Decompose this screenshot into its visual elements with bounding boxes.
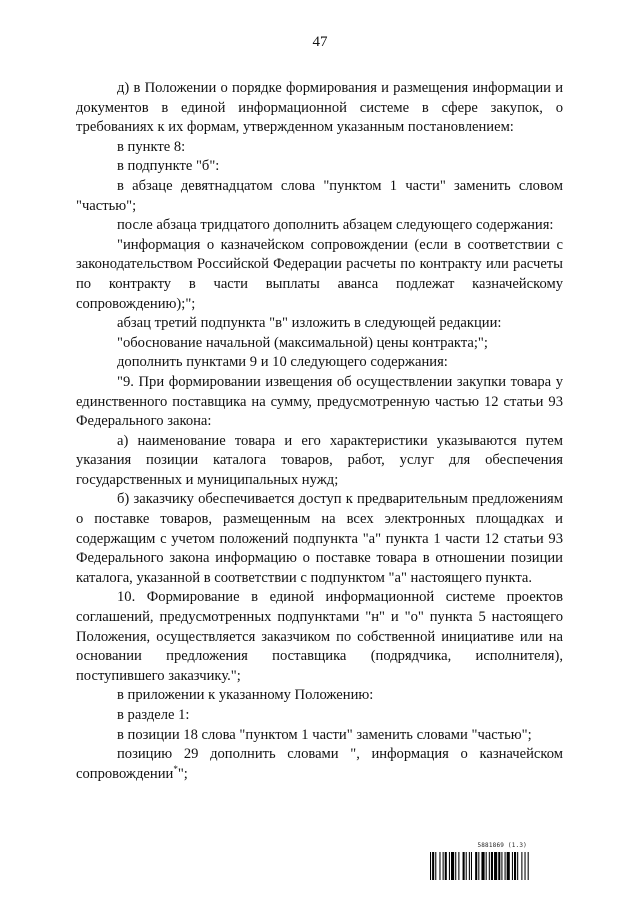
barcode-bar (471, 852, 472, 880)
page-number: 47 (312, 34, 328, 50)
document-body (76, 79, 563, 784)
barcode-bar (478, 852, 479, 880)
paragraph: а) наименование товара и его характеристики указываются путем указания позиции каталога товаров, работ, услуг для обеспечения государственных и муниципальных нужд; (76, 432, 563, 488)
barcode-bar (449, 852, 450, 880)
barcode-bar (528, 852, 529, 880)
paragraph: б) заказчику обеспечивается доступ к предварительным предложениям о поставке товаров, размещенным на всех электронных площадках и содержащим с учетом положений подпункта "а" пункта 1 части 12 статьи 93 Федерального закона информацию о поставке товара в отношении позиции каталога, указанной в соответствии с подпунктом "а" настоящего пункта. (76, 491, 563, 586)
barcode-bar (525, 852, 526, 880)
paragraph: в подпункте "б": (117, 158, 220, 175)
barcode-bar (507, 852, 510, 880)
paragraph: д) в Положении о порядке формирования и размещения информации и документов в единой информационной системе в сфере закупок, о требованиях к их формам, утвержденном указанным постановлением: (76, 80, 563, 136)
barcode-bar (486, 852, 487, 880)
paragraph: дополнить пунктами 9 и 10 следующего содержания: (117, 354, 448, 371)
paragraph: в приложении к указанному Положению: (117, 687, 374, 704)
barcode-bar (430, 852, 431, 880)
barcode-bar (512, 852, 513, 880)
barcode-bar (432, 852, 434, 880)
barcode-bar (521, 852, 522, 880)
paragraph: после абзаца тридцатого дополнить абзацем следующего содержания: (117, 217, 554, 234)
barcode-bar (475, 852, 477, 880)
barcode-bar (445, 852, 447, 880)
barcode-bar (435, 852, 436, 880)
barcode-label: 5881869 (1.3) (477, 842, 527, 849)
paragraph: "9. При формировании извещения об осуществлении закупки товара у единственного поставщика на сумму, предусмотренную частью 12 статьи 93 Федерального закона: (76, 373, 563, 430)
paragraph: в разделе 1: (117, 707, 190, 723)
barcode-bar (514, 852, 516, 880)
barcode-bar (517, 852, 518, 880)
paragraph-last-text: позицию 29 дополнить словами ", информация о казначейском сопровождении (76, 746, 563, 782)
paragraph: "информация о казначейском сопровождении (если в соответствии с законодательством Российской Федерации расчеты по контракту или расчеты по контракту в части выплаты аванса подлежат казначейскому сопровождению);"; (76, 236, 563, 312)
paragraph: в пункте 8: (117, 138, 186, 155)
paragraph-last (76, 745, 563, 784)
paragraph: 10. Формирование в единой информационной системе проектов соглашений, предусмотренных подпунктами "н" и "о" пункта 5 настоящего Положения, осуществляется заказчиком по собственной инициативе или на основании предложения поставщика (подрядчика, исполнителя), поступившего заказчику."; (76, 589, 563, 684)
barcode-bar (505, 852, 506, 880)
barcode-bar (463, 852, 465, 880)
barcode-bar (501, 852, 502, 880)
barcode-bar (451, 852, 454, 880)
paragraph: в абзаце девятнадцатом слова "пунктом 1 части" заменить словом "частью"; (76, 177, 563, 214)
paragraph: в позиции 18 слова "пунктом 1 части" заменить словами "частью"; (117, 726, 532, 743)
paragraph: "обоснование начальной (максимальной) цены контракта;"; (117, 334, 488, 351)
barcode-bar (466, 852, 467, 880)
barcode-bar (494, 852, 497, 880)
paragraph-last-tail: "; (177, 765, 188, 782)
footnote-marker: * (173, 763, 178, 774)
barcode-bar (498, 852, 500, 880)
barcode-image (430, 852, 565, 880)
barcode-bar (458, 852, 459, 880)
paragraph: абзац третий подпункта "в" изложить в следующей редакции: (117, 315, 502, 332)
barcode-bar (489, 852, 490, 880)
barcode-bar (481, 852, 484, 880)
barcode-bar (491, 852, 493, 880)
barcode-bar (469, 852, 470, 880)
barcode-bar (455, 852, 456, 880)
barcode-bar (443, 852, 444, 880)
barcode-block (430, 842, 565, 884)
barcode-bar (439, 852, 440, 880)
